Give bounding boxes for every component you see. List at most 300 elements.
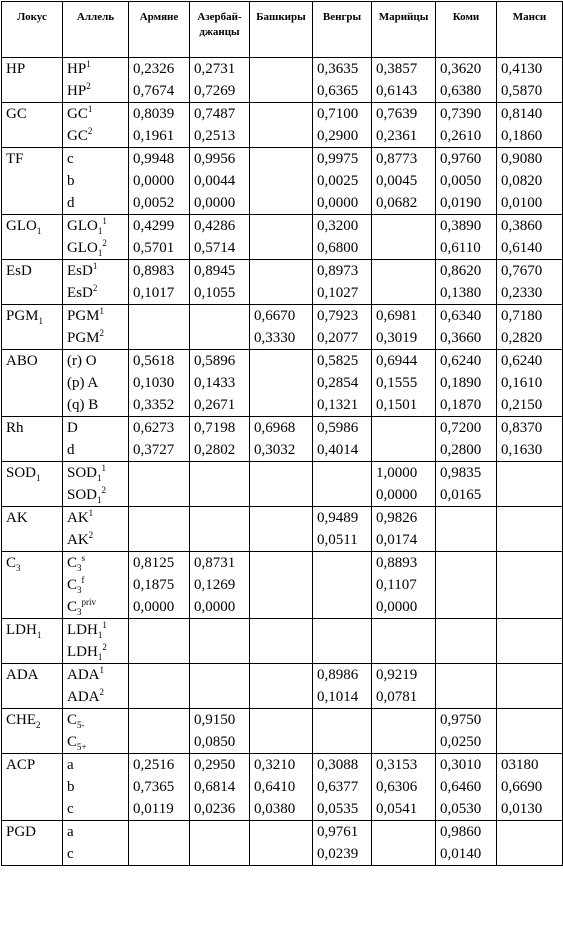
frequency-cell xyxy=(250,350,313,417)
frequency-value: 0,5701 xyxy=(133,240,175,256)
frequency-cell xyxy=(313,103,372,148)
frequency-cell xyxy=(497,260,563,305)
locus-cell xyxy=(2,103,63,148)
frequency-value: 0,1055 xyxy=(194,285,236,301)
locus-name: LDH xyxy=(6,622,37,638)
header-mari: Марийцы xyxy=(372,2,436,58)
frequency-cell xyxy=(250,552,313,619)
frequency-value: 0,9956 xyxy=(194,151,236,167)
frequency-value xyxy=(501,574,562,596)
frequency-cell xyxy=(436,462,497,507)
frequency-value: 0,2671 xyxy=(194,397,236,413)
frequency-cell xyxy=(129,103,190,148)
frequency-cell xyxy=(436,664,497,709)
frequency-value: 0,4130 xyxy=(501,61,543,77)
frequency-value xyxy=(501,507,562,529)
frequency-value xyxy=(501,709,562,731)
frequency-value xyxy=(194,327,249,349)
frequency-cell xyxy=(313,215,372,260)
frequency-value xyxy=(254,103,312,125)
frequency-value xyxy=(501,462,562,484)
frequency-value xyxy=(440,641,496,663)
allele-label xyxy=(67,260,128,282)
frequency-value: 03180 xyxy=(501,757,539,773)
allele-name: PGM xyxy=(67,308,100,324)
frequency-value: 0,3153 xyxy=(376,757,418,773)
allele-subscript: 1 xyxy=(97,630,103,640)
table-row xyxy=(2,754,563,821)
frequency-value xyxy=(194,843,249,865)
frequency-cell xyxy=(250,58,313,103)
frequency-value xyxy=(194,462,249,484)
frequency-value: 0,0250 xyxy=(440,734,482,750)
allele-label xyxy=(67,552,128,574)
frequency-value xyxy=(501,731,562,753)
allele-frequency-table xyxy=(1,1,563,866)
allele-subscript: 5- xyxy=(77,720,85,730)
frequency-cell xyxy=(190,552,250,619)
frequency-cell xyxy=(497,350,563,417)
table-row xyxy=(2,417,563,462)
allele-superscript: 2 xyxy=(92,283,98,293)
locus-name: C xyxy=(6,555,17,571)
frequency-cell xyxy=(372,507,436,552)
frequency-cell xyxy=(372,462,436,507)
header-hungarians: Венгры xyxy=(313,2,372,58)
frequency-value xyxy=(317,596,371,618)
allele-cell xyxy=(63,148,129,215)
frequency-cell xyxy=(129,215,190,260)
frequency-value: 0,3620 xyxy=(440,61,482,77)
allele-label xyxy=(67,776,128,798)
frequency-cell xyxy=(497,552,563,619)
allele-name: AK xyxy=(67,532,89,548)
frequency-value: 0,4286 xyxy=(194,218,236,234)
frequency-value: 0,0000 xyxy=(194,195,236,211)
frequency-value xyxy=(254,686,312,708)
allele-cell xyxy=(63,709,129,754)
frequency-value: 0,0119 xyxy=(133,801,174,817)
frequency-cell xyxy=(372,350,436,417)
allele-name: (r) O xyxy=(67,353,97,369)
frequency-cell xyxy=(372,148,436,215)
allele-label xyxy=(67,372,128,394)
frequency-value xyxy=(501,619,562,641)
frequency-value xyxy=(194,507,249,529)
frequency-value: 0,5986 xyxy=(317,420,359,436)
allele-label xyxy=(67,305,128,327)
frequency-value: 0,9219 xyxy=(376,667,418,683)
frequency-value xyxy=(317,552,371,574)
frequency-cell xyxy=(436,709,497,754)
frequency-cell xyxy=(129,417,190,462)
allele-cell xyxy=(63,305,129,350)
allele-name: SOD xyxy=(67,465,98,481)
frequency-cell xyxy=(497,664,563,709)
locus-cell xyxy=(2,305,63,350)
table-row xyxy=(2,709,563,754)
allele-subscript: 1 xyxy=(97,495,102,505)
frequency-value xyxy=(254,484,312,506)
frequency-value: 0,8983 xyxy=(133,263,175,279)
locus-name: AK xyxy=(6,510,28,526)
frequency-cell xyxy=(250,664,313,709)
allele-label xyxy=(67,237,128,259)
locus-cell xyxy=(2,350,63,417)
allele-cell xyxy=(63,350,129,417)
frequency-value: 0,6670 xyxy=(254,308,296,324)
frequency-value xyxy=(194,305,249,327)
frequency-value xyxy=(440,574,496,596)
allele-label xyxy=(67,709,128,731)
frequency-value: 0,6800 xyxy=(317,240,359,256)
frequency-cell xyxy=(129,619,190,664)
frequency-value: 0,3019 xyxy=(376,330,418,346)
frequency-cell xyxy=(436,417,497,462)
table-row xyxy=(2,103,563,148)
frequency-value: 0,3352 xyxy=(133,397,175,413)
allele-name: LDH xyxy=(67,644,98,660)
frequency-value: 0,6306 xyxy=(376,779,418,795)
frequency-value xyxy=(254,462,312,484)
frequency-value: 0,0511 xyxy=(317,532,358,548)
frequency-value xyxy=(376,215,435,237)
frequency-value: 0,5896 xyxy=(194,353,236,369)
allele-superscript: 2 xyxy=(86,81,91,91)
frequency-value xyxy=(254,237,312,259)
allele-superscript: s xyxy=(81,553,86,563)
allele-name: b xyxy=(67,779,75,795)
frequency-cell xyxy=(497,709,563,754)
allele-superscript: 2 xyxy=(102,238,107,248)
frequency-value: 0,2800 xyxy=(440,442,482,458)
frequency-value: 0,0239 xyxy=(317,846,359,862)
frequency-value: 0,0045 xyxy=(376,173,418,189)
frequency-value: 0,9761 xyxy=(317,824,359,840)
frequency-value xyxy=(133,731,189,753)
frequency-cell xyxy=(129,709,190,754)
frequency-value: 0,2950 xyxy=(194,757,236,773)
allele-superscript: 1 xyxy=(86,59,91,69)
allele-label xyxy=(67,641,128,663)
frequency-value: 0,3032 xyxy=(254,442,296,458)
frequency-value: 0,5825 xyxy=(317,353,359,369)
frequency-cell xyxy=(190,103,250,148)
frequency-value xyxy=(501,641,562,663)
frequency-value: 0,0850 xyxy=(194,734,236,750)
frequency-value xyxy=(376,709,435,731)
frequency-cell xyxy=(372,552,436,619)
frequency-value xyxy=(440,596,496,618)
frequency-value xyxy=(440,552,496,574)
frequency-value: 0,0530 xyxy=(440,801,482,817)
frequency-cell xyxy=(497,215,563,260)
frequency-value: 0,1030 xyxy=(133,375,175,391)
locus-name: GLO xyxy=(6,218,37,234)
frequency-value: 0,2361 xyxy=(376,128,418,144)
locus-name: PGD xyxy=(6,824,37,840)
allele-label xyxy=(67,103,128,125)
frequency-cell xyxy=(250,305,313,350)
frequency-value: 0,3857 xyxy=(376,61,418,77)
frequency-cell xyxy=(372,58,436,103)
allele-name: a xyxy=(67,757,74,773)
allele-name: HP xyxy=(67,83,87,99)
frequency-value: 0,8986 xyxy=(317,667,359,683)
frequency-value: 0,9835 xyxy=(440,465,482,481)
frequency-cell xyxy=(190,350,250,417)
frequency-value: 0,1433 xyxy=(194,375,236,391)
frequency-cell xyxy=(436,350,497,417)
frequency-value: 0,2513 xyxy=(194,128,236,144)
frequency-cell xyxy=(436,148,497,215)
frequency-cell xyxy=(190,305,250,350)
frequency-value xyxy=(254,148,312,170)
allele-label xyxy=(67,484,128,506)
frequency-cell xyxy=(372,821,436,866)
frequency-cell xyxy=(372,305,436,350)
allele-label xyxy=(67,731,128,753)
locus-name: ACP xyxy=(6,757,36,773)
frequency-cell xyxy=(372,417,436,462)
frequency-cell xyxy=(497,821,563,866)
table-row xyxy=(2,619,563,664)
frequency-value xyxy=(194,619,249,641)
frequency-value: 0,1027 xyxy=(317,285,359,301)
allele-superscript: 1 xyxy=(92,261,98,271)
frequency-cell xyxy=(313,552,372,619)
frequency-value: 0,4299 xyxy=(133,218,175,234)
frequency-cell xyxy=(190,664,250,709)
locus-cell xyxy=(2,215,63,260)
frequency-value: 0,3890 xyxy=(440,218,482,234)
locus-cell xyxy=(2,148,63,215)
frequency-value xyxy=(254,529,312,551)
frequency-value: 0,0000 xyxy=(194,599,236,615)
frequency-value: 0,6377 xyxy=(317,779,359,795)
frequency-value: 0,2802 xyxy=(194,442,236,458)
frequency-value xyxy=(133,529,189,551)
locus-subscript: 1 xyxy=(36,226,42,236)
allele-label xyxy=(67,170,128,192)
allele-name: c xyxy=(67,846,74,862)
frequency-cell xyxy=(129,305,190,350)
frequency-value: 0,5618 xyxy=(133,353,175,369)
locus-subscript: 3 xyxy=(16,563,21,573)
allele-cell xyxy=(63,260,129,305)
frequency-cell xyxy=(129,350,190,417)
frequency-value: 0,1380 xyxy=(440,285,482,301)
allele-label xyxy=(67,350,128,372)
locus-name: SOD xyxy=(6,465,37,481)
locus-name: Rh xyxy=(6,420,24,436)
frequency-value: 0,0025 xyxy=(317,173,359,189)
allele-subscript: 1 xyxy=(97,652,103,662)
allele-name: HP xyxy=(67,61,87,77)
frequency-value: 0,1501 xyxy=(376,397,418,413)
frequency-value xyxy=(133,843,189,865)
allele-subscript: 3 xyxy=(77,563,82,573)
frequency-value: 0,6690 xyxy=(501,779,543,795)
frequency-value xyxy=(254,843,312,865)
frequency-value: 0,8731 xyxy=(194,555,236,571)
frequency-value: 0,3860 xyxy=(501,218,543,234)
frequency-cell xyxy=(190,709,250,754)
frequency-value xyxy=(376,843,435,865)
locus-cell xyxy=(2,821,63,866)
allele-cell xyxy=(63,552,129,619)
locus-cell xyxy=(2,417,63,462)
frequency-value xyxy=(376,417,435,439)
frequency-value: 0,9948 xyxy=(133,151,175,167)
frequency-cell xyxy=(190,821,250,866)
frequency-value xyxy=(317,641,371,663)
locus-name: ADA xyxy=(6,667,39,683)
frequency-cell xyxy=(313,754,372,821)
allele-subscript: 1 xyxy=(97,226,103,236)
frequency-value: 0,2326 xyxy=(133,61,175,77)
frequency-value: 0,0000 xyxy=(133,599,175,615)
table-row xyxy=(2,462,563,507)
frequency-value xyxy=(254,350,312,372)
allele-cell xyxy=(63,462,129,507)
allele-label xyxy=(67,596,128,618)
header-armenians: Армяне xyxy=(129,2,190,58)
frequency-value xyxy=(501,821,562,843)
frequency-cell xyxy=(497,305,563,350)
allele-name: c xyxy=(67,801,74,817)
frequency-value: 0,6240 xyxy=(440,353,482,369)
allele-cell xyxy=(63,58,129,103)
allele-name: C xyxy=(67,734,78,750)
frequency-value xyxy=(440,529,496,551)
frequency-cell xyxy=(129,58,190,103)
frequency-value: 0,2610 xyxy=(440,128,482,144)
frequency-value: 0,0682 xyxy=(376,195,418,211)
frequency-value: 0,0130 xyxy=(501,801,543,817)
allele-superscript: 1 xyxy=(102,620,107,630)
allele-label xyxy=(67,664,128,686)
frequency-value: 0,7198 xyxy=(194,420,236,436)
frequency-value: 0,0044 xyxy=(194,173,236,189)
allele-cell xyxy=(63,821,129,866)
frequency-value: 0,1107 xyxy=(376,577,417,593)
frequency-value xyxy=(194,686,249,708)
frequency-value xyxy=(254,619,312,641)
frequency-cell xyxy=(497,148,563,215)
allele-subscript: 5+ xyxy=(77,742,87,752)
frequency-cell xyxy=(497,619,563,664)
frequency-cell xyxy=(436,305,497,350)
frequency-value: 0,6240 xyxy=(501,353,543,369)
locus-subscript: 1 xyxy=(36,630,42,640)
frequency-cell xyxy=(250,754,313,821)
frequency-value: 0,0140 xyxy=(440,846,482,862)
locus-cell xyxy=(2,462,63,507)
frequency-cell xyxy=(250,821,313,866)
frequency-value: 0,7269 xyxy=(194,83,236,99)
frequency-value: 0,8973 xyxy=(317,263,359,279)
frequency-value xyxy=(376,619,435,641)
allele-cell xyxy=(63,664,129,709)
allele-name: C xyxy=(67,712,78,728)
frequency-cell xyxy=(313,417,372,462)
frequency-value: 0,2150 xyxy=(501,397,543,413)
frequency-value: 0,7200 xyxy=(440,420,482,436)
allele-name: C xyxy=(67,555,78,571)
allele-superscript: 1 xyxy=(102,216,107,226)
locus-name: GC xyxy=(6,106,27,122)
allele-name: EsD xyxy=(67,285,93,301)
frequency-value: 0,6140 xyxy=(501,240,543,256)
allele-label xyxy=(67,80,128,102)
frequency-value: 0,2731 xyxy=(194,61,236,77)
frequency-value xyxy=(501,843,562,865)
frequency-value xyxy=(133,686,189,708)
frequency-value: 0,0535 xyxy=(317,801,359,817)
frequency-cell xyxy=(190,58,250,103)
allele-label xyxy=(67,125,128,147)
frequency-value: 0,9975 xyxy=(317,151,359,167)
frequency-value xyxy=(440,686,496,708)
header-locus: Локус xyxy=(2,2,63,58)
frequency-value xyxy=(254,282,312,304)
frequency-cell xyxy=(313,507,372,552)
allele-label xyxy=(67,798,128,820)
allele-name: (q) B xyxy=(67,397,99,413)
frequency-cell xyxy=(372,754,436,821)
frequency-cell xyxy=(190,619,250,664)
frequency-value xyxy=(254,664,312,686)
frequency-cell xyxy=(313,709,372,754)
allele-label xyxy=(67,574,128,596)
frequency-cell xyxy=(372,709,436,754)
frequency-value xyxy=(254,731,312,753)
allele-subscript: 1 xyxy=(97,473,102,483)
frequency-cell xyxy=(497,417,563,462)
frequency-cell xyxy=(129,462,190,507)
frequency-value: 0,0000 xyxy=(376,599,418,615)
frequency-cell xyxy=(497,103,563,148)
frequency-cell xyxy=(313,821,372,866)
frequency-value xyxy=(133,507,189,529)
frequency-value: 0,3635 xyxy=(317,61,359,77)
frequency-value xyxy=(194,484,249,506)
allele-name: AK xyxy=(67,510,89,526)
frequency-value: 0,7639 xyxy=(376,106,418,122)
frequency-value: 0,8140 xyxy=(501,106,543,122)
allele-name: b xyxy=(67,173,75,189)
frequency-cell xyxy=(129,552,190,619)
frequency-value xyxy=(133,305,189,327)
frequency-value: 0,6143 xyxy=(376,83,418,99)
locus-name: HP xyxy=(6,61,26,77)
allele-name: C xyxy=(67,577,78,593)
allele-label xyxy=(67,754,128,776)
frequency-value: 0,0000 xyxy=(317,195,359,211)
table-row xyxy=(2,215,563,260)
frequency-cell xyxy=(436,507,497,552)
frequency-value xyxy=(440,664,496,686)
frequency-value xyxy=(254,80,312,102)
frequency-value: 0,0541 xyxy=(376,801,418,817)
frequency-value xyxy=(133,664,189,686)
frequency-cell xyxy=(250,260,313,305)
frequency-cell xyxy=(129,260,190,305)
header-bashkirs: Башкиры xyxy=(250,2,313,58)
frequency-cell xyxy=(129,507,190,552)
frequency-value xyxy=(376,731,435,753)
